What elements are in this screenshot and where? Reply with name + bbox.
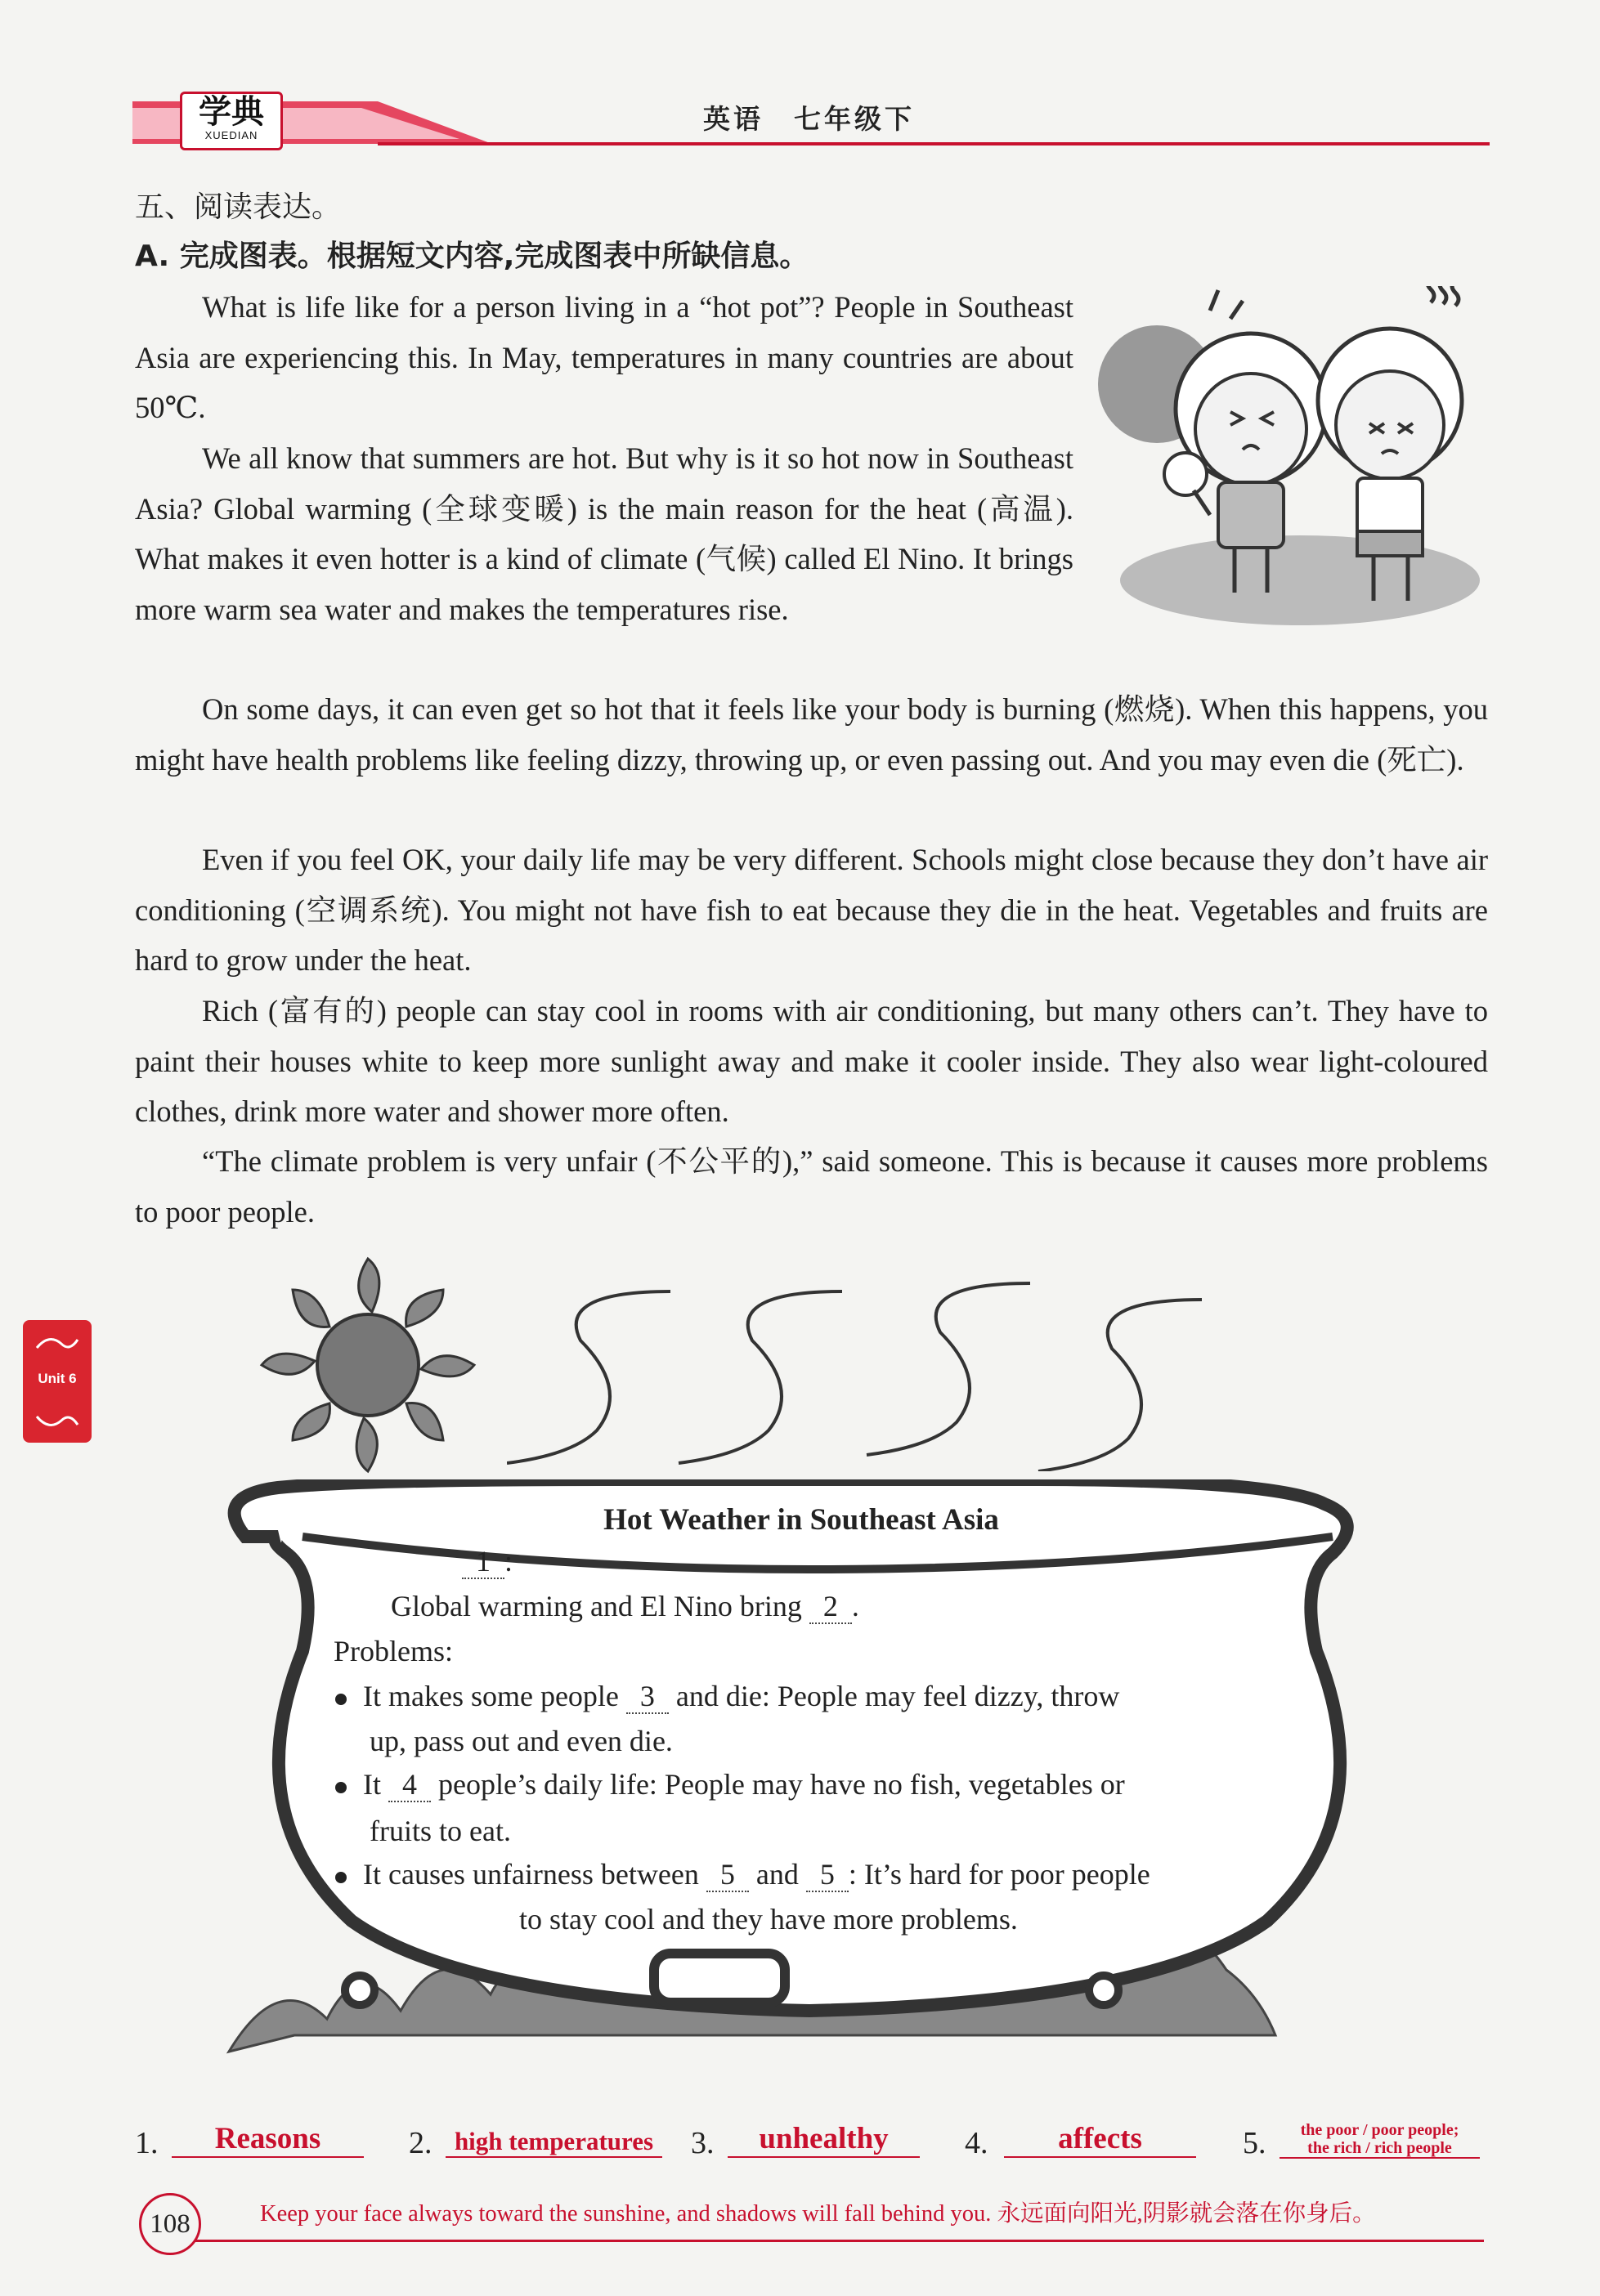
- blank-4[interactable]: 4: [388, 1768, 431, 1802]
- footer-motto: Keep your face always toward the sunshine, and shadows will fall behind you. 永远面向阳光,阴影就会落在你身后。: [260, 2201, 1376, 2227]
- bullet-dot: [335, 1782, 347, 1793]
- answer-3-number: 3.: [691, 2126, 715, 2160]
- pot-title: Hot Weather in Southeast Asia: [603, 1503, 999, 1537]
- answer-3: unhealthy: [728, 2121, 920, 2158]
- bullet-2-text-a: It: [363, 1768, 381, 1801]
- passage-paragraph-1: What is life like for a person living in a “hot pot”? People in Southeast Asia are experiencing this. In May, temperatures in many countries are about 50℃.: [135, 290, 1073, 424]
- period-text: .: [851, 1590, 859, 1622]
- passage-paragraph-6: “The climate problem is very unfair (不公平的),” said someone. This is because it causes more problems to poor people.: [135, 1144, 1488, 1229]
- answer-1-number: 1.: [135, 2126, 159, 2160]
- page-number: 108: [139, 2193, 201, 2255]
- passage-paragraph-2: We all know that summers are hot. But why is it so hot now in Southeast Asia? Global warming (全球变暖) is the main reason for the heat (高温). What makes it even hotter is a kind of climate (气候) called El Nino. It brings more warm sea water and makes the temperatures rise.: [135, 441, 1073, 626]
- unit-label: Unit 6: [38, 1371, 77, 1386]
- heat-waves-graphic: [507, 1275, 1218, 1471]
- answer-4-number: 4.: [965, 2126, 988, 2160]
- bullet-1-text-b: and die: People may feel dizzy, throw: [675, 1680, 1120, 1712]
- blank-3[interactable]: 3: [626, 1680, 669, 1714]
- bullet-3-text-a: It causes unfairness between: [363, 1858, 699, 1891]
- answer-5: [1280, 2121, 1480, 2159]
- blank-2[interactable]: 2: [809, 1590, 852, 1624]
- swirl-ornament-icon: [33, 1332, 82, 1356]
- bullet-2-text-b: people’s daily life: People may have no fish, vegetables or: [438, 1768, 1125, 1801]
- answer-4: affects: [1004, 2121, 1196, 2158]
- bullet-2-cont: fruits to eat.: [370, 1815, 511, 1847]
- blank-5a[interactable]: 5: [706, 1858, 749, 1892]
- bullet-3-cont: to stay cool and they have more problems.: [519, 1903, 1018, 1936]
- answer-5-number: 5.: [1243, 2126, 1266, 2160]
- bullet-1-cont: up, pass out and even die.: [370, 1725, 673, 1757]
- passage-paragraph-5: Rich (富有的) people can stay cool in rooms with air conditioning, but many others can’t. They have to paint their houses white to keep more sunlight away and make it cooler inside. They also wear light-coloured clothes, drink more water and shower more often.: [135, 994, 1488, 1128]
- pot-line-2: [391, 1590, 859, 1624]
- swirl-ornament-icon: [33, 1408, 82, 1433]
- bullet-2: [335, 1768, 1125, 1802]
- bullet-1: [335, 1680, 1119, 1714]
- answer-5-line-1: the poor / poor people;: [1300, 2121, 1459, 2139]
- logo-chinese: 学典: [199, 93, 264, 131]
- section-title: 五、阅读表达。: [135, 190, 342, 224]
- blank-5b[interactable]: 5: [806, 1858, 849, 1892]
- bullet-1-text-a: It makes some people: [363, 1680, 619, 1712]
- header-title: 英语 七年级下: [703, 103, 915, 135]
- logo: [180, 92, 283, 150]
- problems-label: Problems:: [334, 1635, 454, 1667]
- pot-line-1: [462, 1545, 513, 1579]
- bullet-dot: [335, 1872, 347, 1883]
- passage-paragraph-4: Even if you feel OK, your daily life may be very different. Schools might close because they don’t have air conditioning (空调系统). You might not have fish to eat because they die in the heat. Vegetables and fruits are hard to grow under the heat.: [135, 843, 1488, 977]
- answer-2-number: 2.: [409, 2126, 432, 2160]
- task-title: A. 完成图表。根据短文内容,完成图表中所缺信息。: [135, 239, 809, 273]
- bullet-3-and: and: [755, 1858, 799, 1891]
- bullet-3: [335, 1858, 1150, 1892]
- colon-text: :: [504, 1545, 513, 1578]
- pot-line-2-text: Global warming and El Nino bring: [391, 1590, 802, 1622]
- footer-rule: [192, 2240, 1484, 2242]
- bullet-3-text-b: : It’s hard for poor people: [848, 1858, 1150, 1891]
- answer-5-line-2: the rich / rich people: [1307, 2139, 1452, 2157]
- bullet-dot: [335, 1694, 347, 1705]
- hot-kids-illustration: [1087, 286, 1496, 629]
- answer-2: high temperatures: [446, 2127, 662, 2158]
- blank-1[interactable]: 1: [462, 1545, 504, 1579]
- answer-1: Reasons: [172, 2121, 364, 2158]
- sun-icon: [245, 1242, 491, 1488]
- logo-english: XUEDIAN: [204, 129, 258, 141]
- unit-side-tab: [23, 1320, 92, 1443]
- passage-paragraph-3: On some days, it can even get so hot that it feels like your body is burning (燃烧). When this happens, you might have health problems like feeling dizzy, throwing up, or even passing out. And you may even die (死亡).: [135, 692, 1488, 777]
